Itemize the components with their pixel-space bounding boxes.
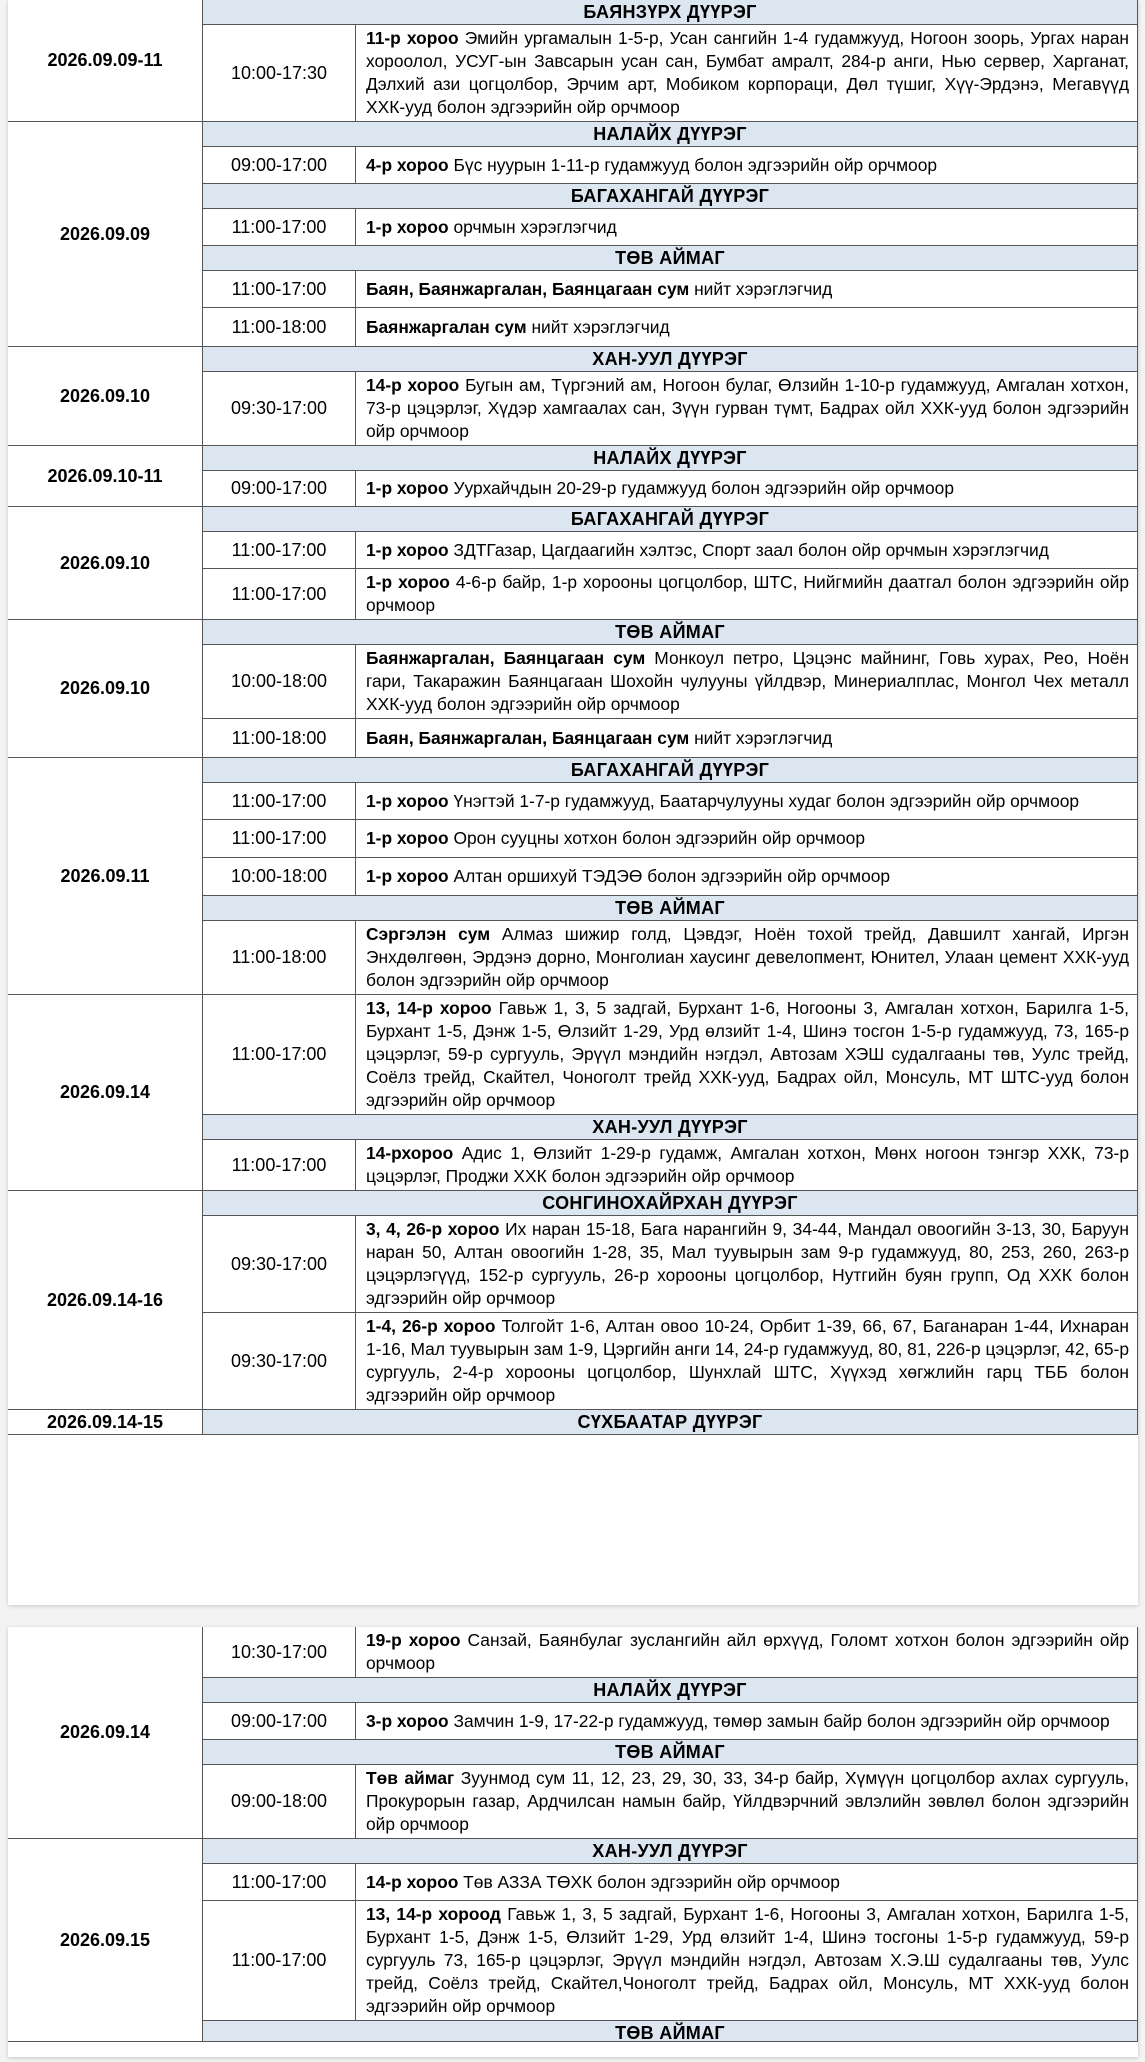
schedule-page-2 [8, 1627, 1138, 2057]
area-text: нийт хэрэглэгчид [526, 316, 670, 337]
area-description [356, 1216, 1137, 1312]
time-range: 10:30-17:00 [203, 1627, 356, 1677]
area-description [356, 209, 1137, 245]
outage-entry [203, 858, 1137, 896]
row-date: 2026.09.11 [60, 865, 150, 886]
area-description [356, 532, 1137, 568]
area-text: Бүс нуурын 1-11-р гудамжууд болон эдгээрийн ойр орчмоор [448, 154, 938, 175]
area-text: Алтан оршихуй ТЭДЭӨ болон эдгээрийн ойр орчмоор [448, 866, 891, 886]
outage-entry [203, 645, 1137, 719]
district-header: ТӨВ АЙМАГ [203, 620, 1137, 645]
area-text: Төв АЗЗА ТӨХК болон эдгээрийн ойр орчмоор [458, 1871, 840, 1892]
row-content [202, 620, 1138, 757]
outage-entry [203, 1703, 1137, 1740]
outage-entry [203, 372, 1137, 445]
area-description [356, 271, 1137, 307]
row-content [202, 122, 1138, 346]
area-description [356, 921, 1137, 994]
outage-entry [203, 1864, 1137, 1901]
khoroo-label: 14-р хороо [366, 375, 460, 395]
time-range: 11:00-17:00 [203, 820, 356, 857]
district-header: СҮХБААТАР ДҮҮРЭГ [203, 1410, 1137, 1434]
area-text: Замчин 1-9, 17-22-р гудамжууд, төмөр замын байр болон эдгээрийн ойр орчмоор [448, 1710, 1110, 1731]
outage-entry [203, 308, 1137, 346]
area-text: Зуунмод сум 11, 12, 23, 29, 30, 33, 34-р байр, Хүмүүн цогцолбор ахлах сургууль, Прокурорын газар, Ардчилсан намын байр, Үйлдвэрчний эвлэлийн зөвлөл болон эдгээрийн ойр орчмоор [366, 1768, 1129, 1834]
schedule-row [8, 1410, 1138, 1435]
khoroo-label: 1-р хороо [366, 572, 450, 592]
row-date: 2026.09.10-11 [47, 465, 163, 486]
area-description [356, 1765, 1137, 1838]
outage-entry [203, 921, 1137, 994]
khoroo-label: 14-рхороо [366, 1143, 454, 1163]
schedule-row [8, 122, 1138, 347]
district-header: ТӨВ АЙМАГ [203, 896, 1137, 921]
time-range: 11:00-17:00 [203, 783, 356, 819]
row-date: 2026.09.09 [59, 223, 151, 244]
schedule-page-1 [8, 0, 1138, 1605]
area-text: Үнэгтэй 1-7-р гудамжууд, Баатарчулууны худаг болон эдгээрийн ойр орчмоор [448, 790, 1080, 811]
khoroo-label: Баян, Баянжаргалан, Баянцагаан сум [366, 278, 690, 299]
khoroo-label: 1-р хороо [366, 539, 449, 560]
time-range: 11:00-17:00 [203, 1864, 356, 1900]
outage-entry [203, 25, 1137, 121]
row-content [202, 347, 1138, 445]
area-description [356, 1901, 1137, 2020]
khoroo-label: 11-р хороо [366, 28, 459, 48]
time-range: 11:00-17:00 [203, 532, 356, 568]
time-range: 11:00-17:00 [203, 1140, 356, 1190]
khoroo-label: 13, 14-р хороо [366, 998, 492, 1018]
area-text: Их наран 15-18, Бага наранги​йн 9, 34-44, Мандал овоогийн 3-13, 30, Баруун наран 50, Алтан овоогийн 1-28, 35, Мал туувырын зам 9-р гудамжууд, 80, 253, 260, 263-р цэцэрлэгүүд, 152-р сургууль, 26-р хорооны цогцолбор, Нутгийн буян групп, Од ХХК болон эдгээрийн ойр орчмоор [366, 1219, 1129, 1308]
row-content [202, 446, 1138, 506]
time-range: 11:00-17:00 [203, 209, 356, 245]
khoroo-label: 13, 14-р хороод [366, 1904, 501, 1924]
khoroo-label: 1-р хороо [366, 478, 449, 498]
area-description [356, 372, 1137, 445]
area-text: орчмын хэрэглэгчид [448, 216, 617, 237]
area-description [356, 858, 1137, 895]
schedule-row [8, 1191, 1138, 1410]
row-date: 2026.09.10 [59, 552, 151, 573]
time-range: 11:00-17:00 [203, 271, 356, 307]
outage-entry [203, 719, 1137, 757]
outage-schedule-table-continued [8, 1627, 1138, 2042]
row-date: 2026.09.14 [59, 1722, 151, 1742]
time-range: 09:00-17:00 [203, 147, 356, 183]
schedule-row [8, 1839, 1138, 2042]
row-date: 2026.09.14 [59, 1082, 151, 1102]
outage-entry [203, 1140, 1137, 1190]
outage-entry [203, 532, 1137, 569]
district-header: НАЛАЙХ ДҮҮРЭГ [203, 446, 1137, 471]
khoroo-label: Баянжаргалан, Баянцагаан сум [366, 648, 646, 668]
time-range: 09:00-17:00 [203, 1703, 356, 1739]
district-header: ТӨВ АЙМАГ [203, 1740, 1137, 1765]
row-date: 2026.09.09-11 [47, 50, 163, 70]
row-content [202, 995, 1138, 1190]
district-header: ТӨВ АЙМАГ [203, 2021, 1137, 2041]
outage-entry [203, 1313, 1137, 1409]
district-header: БАГАХАНГАЙ ДҮҮРЭГ [203, 507, 1137, 532]
row-content [202, 1410, 1138, 1434]
district-header: НАЛАЙХ ДҮҮРЭГ [203, 1678, 1137, 1703]
area-text: ЗДТГазар, Цагдаагийн хэлтэс, Спорт заал болон ойр орчмын хэрэглэгчид [448, 539, 1049, 560]
khoroo-label: 3-р хороо [366, 1710, 449, 1731]
area-text: Гавьж 1, 3, 5 задгай, Бурхант 1-6, Ногооны 3, Амгалан хотхон, Барилга 1-5, Бурхант 1-5, Дэнж 1-5, Өлзийт 1-29, Урд өлзийт 1-4, Шинэ тосгон 1-5-р гудамжууд, 73, 165-р цэцэрлэг, 59-р сургууль, Эрүүл мэндийн нэгдэл, Автозам ХЭШ судалгааны төв, Уулс трейд, Соёлз трейд, Скайтел, Чоноголт трейд ХХК-ууд, Бадрах ойл, Монсуль, МТ ШТС-ууд болон эдгээрийн ойр орчмоор [366, 998, 1129, 1110]
row-date: 2026.09.10 [59, 678, 151, 698]
district-header: СОНГИНОХАЙРХАН ДҮҮРЭГ [203, 1191, 1137, 1216]
area-description [356, 820, 1137, 857]
outage-entry [203, 820, 1137, 858]
area-text: Эмийн ургамалын 1-5-р, Усан сангийн 1-4 гудамжууд, Ногоон зоорь, Ургах наран хороолол, УСУГ-ын Завсарын усан сан, Бумбат амралт, 284-р анги, Нью сервер, Харганат, Дэлхий ази цогцолбор, Эрчим арт, Мобиком корпораци, Дөл түшиг, Хүү-Эрдэнэ, Мегавүүд ХХК-ууд болон эдгээрийн ойр орчмоор [366, 28, 1129, 117]
area-description [356, 471, 1137, 506]
khoroo-label: 3, 4, 26-р хороо [366, 1219, 500, 1239]
time-range: 11:00-18:00 [203, 308, 356, 346]
schedule-row [8, 620, 1138, 758]
outage-entry [203, 569, 1137, 619]
khoroo-label: 14-р хороо [366, 1871, 459, 1892]
row-content [202, 507, 1138, 619]
time-range: 09:30-17:00 [203, 1216, 356, 1312]
time-range: 10:00-17:30 [203, 25, 356, 121]
row-content [202, 758, 1138, 994]
time-range: 09:00-17:00 [203, 471, 356, 506]
area-text: Гавьж 1, 3, 5 задгай, Бурхант 1-6, Ногооны 3, Амгалан хотхон, Барилга 1-5, Бурхант 1-5, Дэнж 1-5, Өлзийт 1-29, Урд өлзийт 1-4, Шинэ тосгоны 1-5-р гудамжууд, 59-р сургууль 73, 165-р цэцэрлэг, Эрүүл мэндийн нэгдэл, Автозам Х.Э.Ш судалгааны төв, Уулс трейд, Соёлз трейд, Скайтел,Чоноголт трейд, Бадрах ойл, Монсуль, МТ ХХК-ууд болон эдгээрийн ойр орчмоор [366, 1904, 1129, 2016]
district-header: ХАН-УУЛ ДҮҮРЭГ [203, 347, 1137, 372]
outage-entry [203, 271, 1137, 308]
row-date: 2026.09.15 [59, 1929, 151, 1950]
area-text: Адис 1, Өлзийт 1-29-р гудамж, Амгалан хотхон, Мөнх ногоон тэнгэр ХХК, 73-р цэцэрлэг, Проджи ХХК болон эдгээрийн ойр орчмоор [366, 1143, 1129, 1186]
area-description [356, 308, 1137, 346]
area-text: Уурхайчдын 20-29-р гудамжууд болон эдгээрийн ойр орчмоор [448, 478, 955, 498]
khoroo-label: 4-р хороо [366, 154, 449, 175]
time-range: 09:30-17:00 [203, 1313, 356, 1409]
time-range: 09:00-18:00 [203, 1765, 356, 1838]
khoroo-label: 1-р хороо [366, 790, 449, 811]
khoroo-label: Баян, Баянжаргалан, Баянцагаан сум [366, 727, 690, 748]
row-content [202, 1627, 1138, 1838]
area-text: Санзай, Баянбулаг зуслангийн айл өрхүүд, Голомт хотхон болон эдгээрийн ойр орчмоор [366, 1630, 1129, 1673]
time-range: 11:00-18:00 [203, 921, 356, 994]
time-range: 11:00-17:00 [203, 995, 356, 1114]
time-range: 10:00-18:00 [203, 645, 356, 718]
district-header: ХАН-УУЛ ДҮҮРЭГ [203, 1115, 1137, 1140]
area-description [356, 645, 1137, 718]
outage-entry [203, 209, 1137, 246]
row-content [202, 1191, 1138, 1409]
khoroo-label: 1-р хороо [366, 866, 449, 886]
area-description [356, 1140, 1137, 1190]
row-date: 2026.09.14-15 [46, 1411, 164, 1432]
schedule-row [8, 507, 1138, 620]
area-text: Орон сууцны хотхон болон эдгээрийн ойр орчмоор [448, 828, 865, 848]
row-content [202, 0, 1138, 121]
area-description [356, 147, 1137, 183]
area-description [356, 1627, 1137, 1677]
time-range: 11:00-17:00 [203, 1901, 356, 2020]
outage-entry [203, 471, 1137, 506]
area-description [356, 1703, 1137, 1739]
area-description [356, 995, 1137, 1114]
schedule-row [8, 1627, 1138, 1839]
area-text: нийт хэрэглэгчид [689, 278, 833, 299]
district-header: БАГАХАНГАЙ ДҮҮРЭГ [203, 758, 1137, 783]
area-description [356, 783, 1137, 819]
district-header: БАГАХАНГАЙ ДҮҮРЭГ [203, 184, 1137, 209]
area-description [356, 1864, 1137, 1900]
khoroo-label: 1-р хороо [366, 216, 449, 237]
row-date: 2026.09.14-16 [46, 1289, 164, 1310]
outage-entry [203, 783, 1137, 820]
area-text: Толгойт 1-6, Алтан овоо 10-24, Орбит 1-39, 66, 67, Баганаран 1-44, Ихнаран 1-16, Мал туувырын зам 1-9, Цэргийн анги 14, 24-р гудамжууд, 80, 81, 226-р цэцэрлэг, 42, 65-р сургууль, 2-4-р хорооны цогцолбор, Шунхлай ШТС, Хүүхэд хөгжлийн гарц ТББ болон эдгээрийн ойр орчмоор [366, 1316, 1129, 1405]
area-description [356, 569, 1137, 619]
row-date: 2026.09.10 [59, 385, 151, 406]
area-description [356, 1313, 1137, 1409]
khoroo-label: Сэргэлэн сум [366, 924, 491, 944]
outage-entry [203, 1216, 1137, 1313]
schedule-row [8, 758, 1138, 995]
schedule-row [8, 347, 1138, 446]
district-header: НАЛАЙХ ДҮҮРЭГ [203, 122, 1137, 147]
schedule-row [8, 446, 1138, 507]
time-range: 10:00-18:00 [203, 858, 356, 895]
outage-entry [203, 147, 1137, 184]
schedule-row [8, 0, 1138, 122]
area-text: нийт хэрэглэгчид [689, 727, 833, 748]
khoroo-label: 1-р хороо [366, 828, 449, 848]
time-range: 11:00-18:00 [203, 719, 356, 757]
khoroo-label: 1-4, 26-р хороо [366, 1316, 496, 1336]
outage-entry [203, 1627, 1137, 1678]
area-text: Бугын ам, Түргэний ам, Ногоон булаг, Өлзийн 1-10-р гудамжууд, Амгалан хотхон, 73-р цэцэрлэг, Хүдэр хамгаалах сан, Зүүн гурван түмт, Бадрах ойл ХХК-ууд болон эдгээрийн ойр орчмоор [366, 375, 1129, 441]
outage-schedule-table [8, 0, 1138, 1435]
district-header: ХАН-УУЛ ДҮҮРЭГ [203, 1839, 1137, 1864]
schedule-row [8, 995, 1138, 1191]
area-description [356, 719, 1137, 757]
district-header: ТӨВ АЙМАГ [203, 246, 1137, 271]
district-header: БАЯНЗҮРХ ДҮҮРЭГ [203, 0, 1137, 25]
time-range: 09:30-17:00 [203, 372, 356, 445]
khoroo-label: Төв аймаг [366, 1768, 455, 1788]
outage-entry [203, 1765, 1137, 1838]
area-text: Монкоул петро, Цэцэнс майнинг, Говь хурах, Рео, Ноён гари, Такаражин Баянцагаан Шохойн чулууны үйлдвэр, Минериалплас, Монгол Чех металл ХХК-ууд болон эдгээрийн ойр орчмоор [366, 648, 1130, 714]
khoroo-label: Баянжаргалан сум [366, 316, 527, 337]
khoroo-label: 19-р хороо [366, 1630, 461, 1650]
row-content [202, 1839, 1138, 2041]
outage-entry [203, 1901, 1137, 2021]
area-description [356, 25, 1137, 121]
area-text: 4-6-р байр, 1-р хорооны цогцолбор, ШТС, Нийгмийн даатгал болон эдгээрийн ойр орчмоор [366, 572, 1129, 615]
time-range: 11:00-17:00 [203, 569, 356, 619]
area-text: Алмаз шижир голд, Цэвдэг, Ноён тохой трейд, Давшилт хангай, Иргэн Энхдөлгөөн, Эрдэнэ дорно, Монголиан хаусинг девелопмент, Юнител, Улаан цемент ХХК-ууд болон эдгээрийн ойр орчмоор [366, 924, 1129, 990]
outage-entry [203, 995, 1137, 1115]
